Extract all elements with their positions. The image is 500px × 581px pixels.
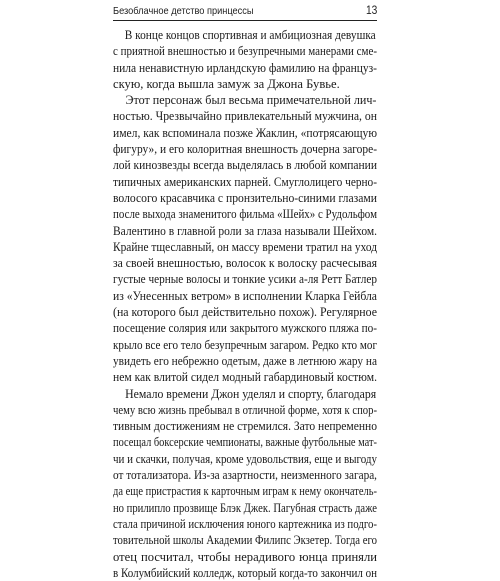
text-line: посещение солярия или закрытого мужского пляжа по- xyxy=(113,321,377,336)
text-line: чи и скачки, получая, кроме удовольствия, еще и выгоду xyxy=(113,451,378,466)
text-line: стала причиной исключения юного картежника из подго- xyxy=(113,516,378,531)
running-title: Безоблачное детство принцессы xyxy=(113,5,254,17)
text-line: типичных американских парней. Смуглолицего черно- xyxy=(113,174,377,189)
text-line: фигуру», и его колоритная внешность дочерна загоре- xyxy=(113,142,378,157)
paragraph xyxy=(113,386,377,581)
text-line: в Колумбийский колледж, который когда-то закончил он xyxy=(113,565,378,580)
page-number: 13 xyxy=(365,3,377,17)
text-line: В конце концов спортивная и амбициозная девушка xyxy=(124,28,376,42)
text-line: Валентино в главной роли за глаза называли Шейхом. xyxy=(113,223,378,238)
text-line: лой кинозвезды всегда выделялась в любой компании xyxy=(113,158,377,173)
text-line: Крайне тщеславный, он массу времени тратил на уход xyxy=(113,239,378,254)
text-line: (на которого был действительно похож). Регулярное xyxy=(113,305,378,320)
body-text xyxy=(113,27,377,581)
text-line: из «Унесенных ветром» в исполнении Кларка Гейбла xyxy=(113,288,377,303)
text-line: скую, когда вышла замуж за Джона Бувье. xyxy=(113,76,340,91)
text-line: крыло все его тело безупречным загаром. Редко кто мог xyxy=(113,337,378,352)
paragraph xyxy=(113,27,377,92)
text-line: Немало времени Джон уделял и спорту, благодаря xyxy=(125,386,377,401)
text-line: от тотализатора. Из-за азартности, неизменного загара, xyxy=(113,468,377,483)
text-line: посещал боксерские чемпионаты, важные футбольные мат- xyxy=(113,435,378,450)
text-line: густые черные волосы и тонкие усики а-ля Ретт Батлер xyxy=(113,272,377,287)
text-line: волосого красавчика с пронзительно-синими глазами xyxy=(113,190,378,205)
text-line: увидеть его небрежно одетым, даже в летнюю жару на xyxy=(113,353,377,368)
text-line: нила ненавистную ирландскую фамилию на француз- xyxy=(113,60,378,75)
text-line: отец посчитал, чтобы нерадивого юнца приняли xyxy=(113,549,377,564)
text-line: чему всю жизнь пребывал в отличной форме, хотя к спор- xyxy=(113,402,378,417)
text-line: товительной школы Академии Филипс Экзетер. Тогда его xyxy=(113,533,377,548)
text-line: после выхода знаменитого фильма «Шейх» с Рудольфом xyxy=(113,207,377,222)
text-line: но прилипло прозвище Блэк Джек. Пагубная страсть даже xyxy=(113,500,377,515)
text-line: нем как влитой сидел модный габардиновый костюм. xyxy=(113,370,378,385)
paragraph xyxy=(113,92,377,385)
text-line: ностью. Чрезвычайно привлекательный мужчина, он xyxy=(113,109,377,124)
text-line: тивным достижениям не стремился. Зато непременно xyxy=(113,419,378,434)
text-line: Этот персонаж был весьма примечательной лич- xyxy=(125,93,377,108)
running-header xyxy=(113,4,377,21)
text-line: с приятной внешностью и безупречными манерами сме- xyxy=(113,44,378,59)
text-line: за своей внешностью, волосок к волоску расчесывая xyxy=(113,256,378,271)
text-line: имел, как вспоминала позже Жаклин, «потрясающую xyxy=(113,125,377,140)
text-line: да еще пристрастия к карточным играм к нему окончатель- xyxy=(113,484,378,499)
